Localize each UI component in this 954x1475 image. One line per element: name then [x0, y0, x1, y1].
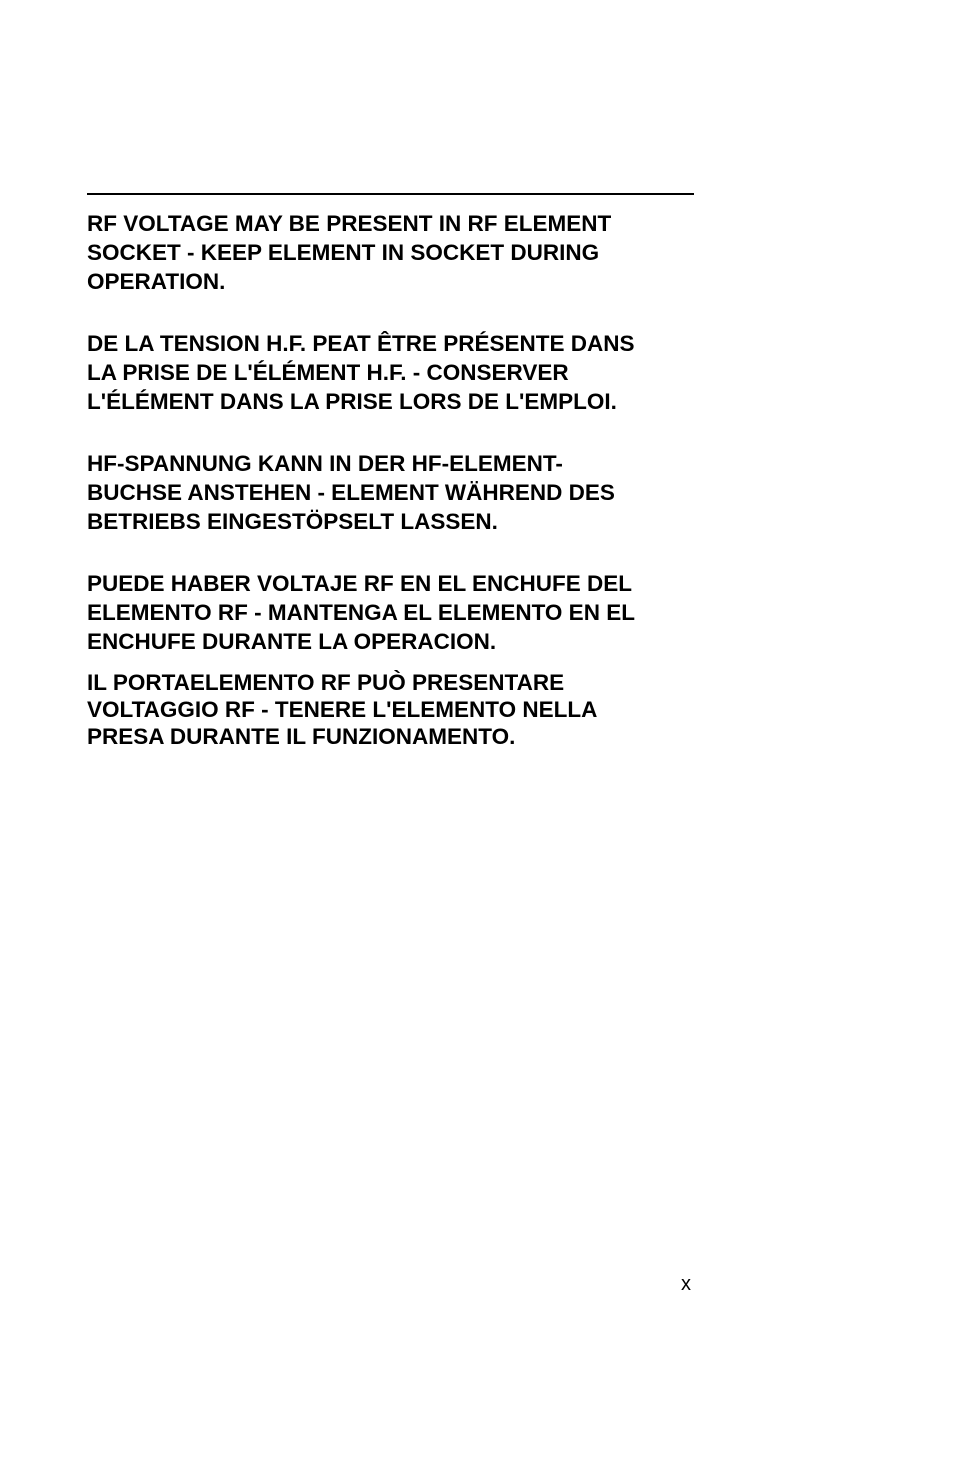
warning-english: [87, 209, 697, 296]
rf-voltage-warnings: [87, 209, 697, 750]
warning-line: PUEDE HABER VOLTAJE RF EN EL ENCHUFE DEL: [87, 571, 633, 596]
warning-line: BUCHSE ANSTEHEN - ELEMENT WÄHREND DES: [87, 480, 615, 505]
warning-italian: [87, 669, 697, 750]
warning-line: L'ÉLÉMENT DANS LA PRISE LORS DE L'EMPLOI.: [87, 389, 617, 414]
warning-line: VOLTAGGIO RF - TENERE L'ELEMENTO NELLA: [87, 697, 598, 722]
warning-line: LA PRISE DE L'ÉLÉMENT H.F. - CONSERVER: [87, 360, 569, 385]
warning-line: IL PORTAELEMENTO RF PUÒ PRESENTARE: [87, 670, 565, 695]
warning-french: [87, 329, 697, 416]
warning-line: PRESA DURANTE IL FUNZIONAMENTO.: [87, 724, 516, 749]
page-number: x: [681, 1273, 691, 1295]
top-divider-rule: [87, 193, 694, 195]
warning-line: ELEMENTO RF - MANTENGA EL ELEMENTO EN EL: [87, 600, 635, 625]
warning-line: SOCKET - KEEP ELEMENT IN SOCKET DURING: [87, 240, 600, 265]
warning-line: ENCHUFE DURANTE LA OPERACION.: [87, 629, 497, 654]
warning-line: HF-SPANNUNG KANN IN DER HF-ELEMENT-: [87, 451, 563, 476]
warning-line: RF VOLTAGE MAY BE PRESENT IN RF ELEMENT: [87, 211, 612, 236]
warning-spanish: [87, 569, 697, 656]
warning-line: OPERATION.: [87, 269, 226, 294]
warning-german: [87, 449, 697, 536]
warning-line: BETRIEBS EINGESTÖPSELT LASSEN.: [87, 509, 498, 534]
warning-line: DE LA TENSION H.F. PEAT ÊTRE PRÉSENTE DANS: [87, 331, 635, 356]
